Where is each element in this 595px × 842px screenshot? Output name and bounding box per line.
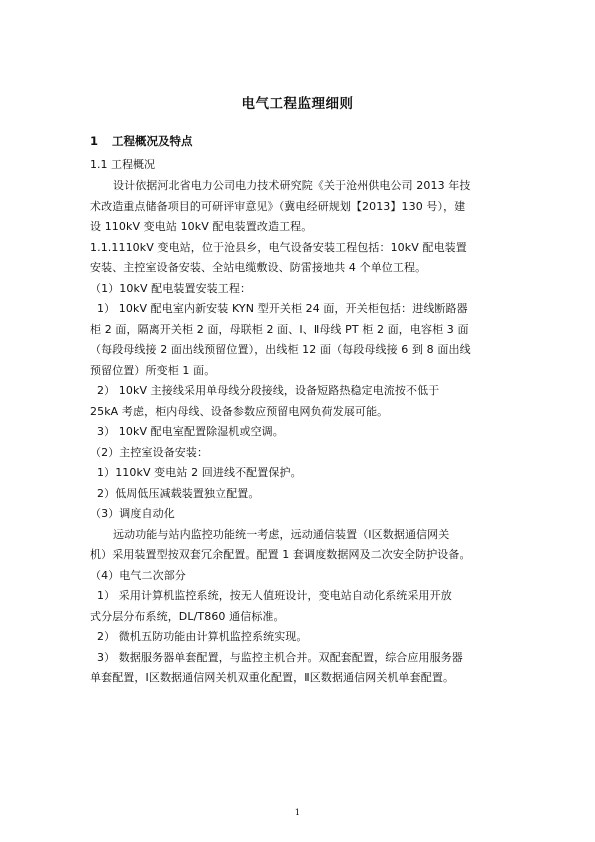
paragraph-line: 25kA 考虑，柜内母线、设备参数应预留电网负荷发展可能。 [90, 404, 389, 418]
section-title: 工程概况及特点 [112, 134, 193, 148]
paragraph-line: 柜 2 面，隔离开关柜 2 面，母联柜 2 面、Ⅰ、Ⅱ母线 PT 柜 2 面，电容柜 3 面 [90, 322, 469, 336]
section-heading-1-1: 1.1 工程概况 [90, 158, 155, 171]
list-item: 2） 微机五防功能由计算机监控系统实现。 [97, 630, 308, 643]
paragraph-line: 远动功能与站内监控功能统一考虑，远动通信装置（Ⅰ区数据通信网关 [113, 527, 450, 541]
list-item: 1） 10kV 配电室内新安装 KYN 型开关柜 24 面，开关柜包括：进线断路器 [97, 302, 468, 315]
section-number: 1 [90, 134, 99, 148]
list-item: 1） 采用计算机监控系统，按无人值班设计，变电站自动化系统采用开放 [97, 589, 452, 602]
section-heading-1 [90, 133, 193, 149]
list-item: 2）低周低压减载装置独立配置。 [97, 486, 260, 500]
paragraph-line: 设计依据河北省电力公司电力技术研究院《关于沧州供电公司 2013 年技 [113, 179, 471, 192]
list-heading: （4）电气二次部分 [90, 568, 186, 582]
paragraph-line: 单套配置，Ⅰ区数据通信网关机双重化配置，Ⅱ区数据通信网关机单套配置。 [90, 671, 455, 684]
list-item: 3） 10kV 配电室配置除湿机或空调。 [97, 425, 284, 438]
paragraph-line: （每段母线接 2 面出线预留位置），出线柜 12 面（每段母线接 6 到 8 面出线 [90, 343, 471, 356]
paragraph-line: 式分层分布系统，DL/T860 通信标准。 [90, 609, 285, 623]
paragraph-line: 机）采用装置型按双套冗余配置。配置 1 套调度数据网及二次安全防护设备。 [90, 548, 471, 561]
list-item: 3） 数据服务器单套配置，与监控主机合并。双配套配置，综合应用服务器 [97, 650, 463, 664]
paragraph-line: 术改造重点储备项目的可研评审意见》（冀电经研规划【2013】130 号），建 [90, 199, 466, 213]
list-heading: （1）10kV 配电装置安装工程： [90, 281, 252, 295]
paragraph-line: 设 110kV 变电站 10kV 配电装置改造工程。 [90, 220, 313, 233]
paragraph-line: 预留位置）所变柜 1 面。 [90, 363, 216, 377]
document-title: 电气工程监理细则 [241, 96, 354, 112]
paragraph-line: 1.1.1110kV 变电站，位于沧县乡，电气设备安装工程包括：10kV 配电装置 [90, 240, 467, 254]
list-heading: （3）调度自动化 [90, 507, 175, 520]
page-number: 1 [294, 808, 301, 818]
list-heading: （2）主控室设备安装： [90, 445, 209, 459]
body-text [90, 176, 504, 689]
list-item: 2） 10kV 主接线采用单母线分段接线，设备短路热稳定电流按不低于 [97, 384, 440, 397]
paragraph-line: 安装、主控室设备安装、全站电缆敷设、防雷接地共 4 个单位工程。 [90, 261, 427, 274]
list-item: 1）110kV 变电站 2 回进线不配置保护。 [97, 466, 302, 479]
